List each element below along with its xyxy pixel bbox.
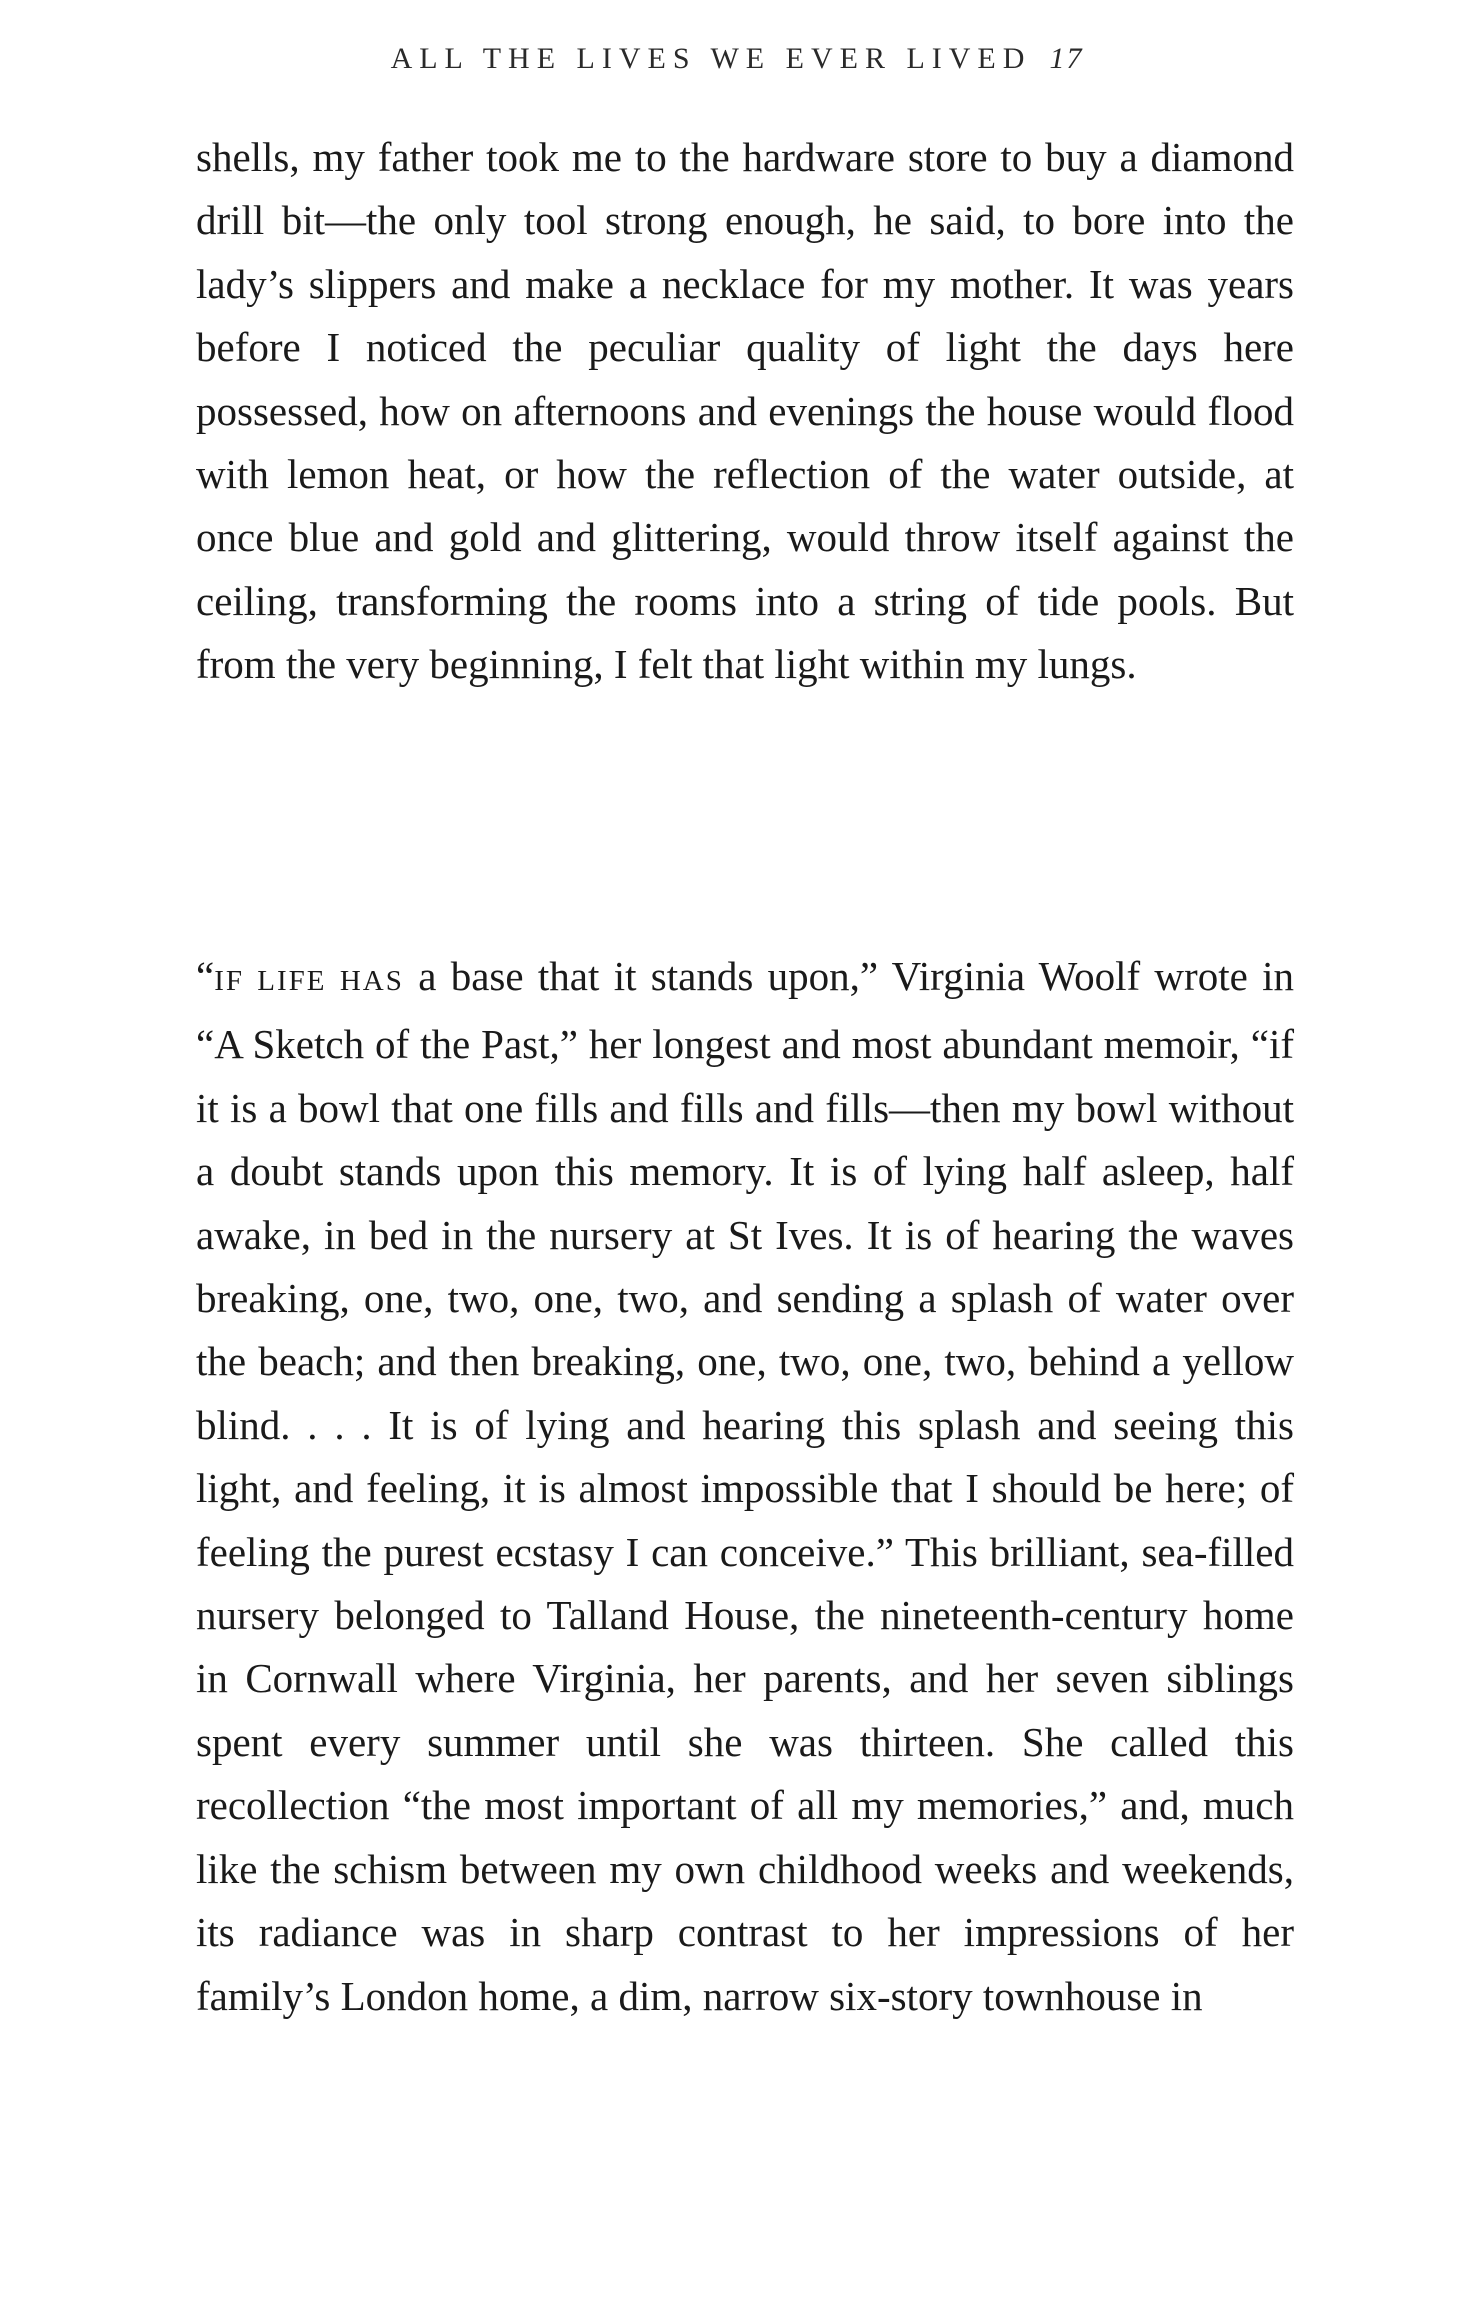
smallcaps-lead-in: IF LIFE HAS — [214, 965, 404, 997]
running-head-title: ALL THE LIVES WE EVER LIVED — [390, 42, 1032, 75]
page-number: 17 — [1049, 42, 1084, 75]
paragraph-1: shells, my father took me to the hardware store to buy a diamond drill bit—the only tool strong enough, he said, to bore into the lady’s slippers and make a necklace for my mother. It was years before I noticed the peculiar quality of light the days here possessed, how on afternoons and evenings the house would flood with lemon heat, or how the reflection of the water outside, at once blue and gold and glittering, would throw itself against the ceiling, transforming the rooms into a string of tide pools. But from the very beginning, I felt that light within my lungs. — [196, 134, 1294, 688]
body-text-section-1 — [196, 126, 1294, 697]
body-text-section-2 — [196, 945, 1294, 2028]
paragraph-2 — [196, 945, 1294, 2028]
opening-quote: “ — [196, 953, 215, 999]
paragraph-2-body: a base that it stands upon,” Virginia Woolf wrote in “A Sketch of the Past,” her longest and most abundant memoir, “if it is a bowl that one fills and fills and fills—then my bowl without a doubt stands upon this memory. It is of lying half asleep, half awake, in bed in the nursery at St Ives. It is of hearing the waves breaking, one, two, one, two, and sending a splash of water over the beach; and then breaking, one, two, one, two, behind a yellow blind. . . . It is of lying and hearing this splash and seeing this light, and feeling, it is almost impossible that I should be here; of feeling the purest ecstasy I can conceive.” This brilliant, sea-filled nursery belonged to Talland House, the nineteenth-century home in Cornwall where Virginia, her parents, and her seven siblings spent every summer until she was thirteen. She called this recollection “the most important of all my memories,” and, much like the schism between my own childhood weeks and weekends, its radiance was in sharp contrast to her impressions of her family’s London home, a dim, narrow six-story townhouse in — [196, 953, 1294, 2019]
running-head — [0, 42, 1474, 76]
